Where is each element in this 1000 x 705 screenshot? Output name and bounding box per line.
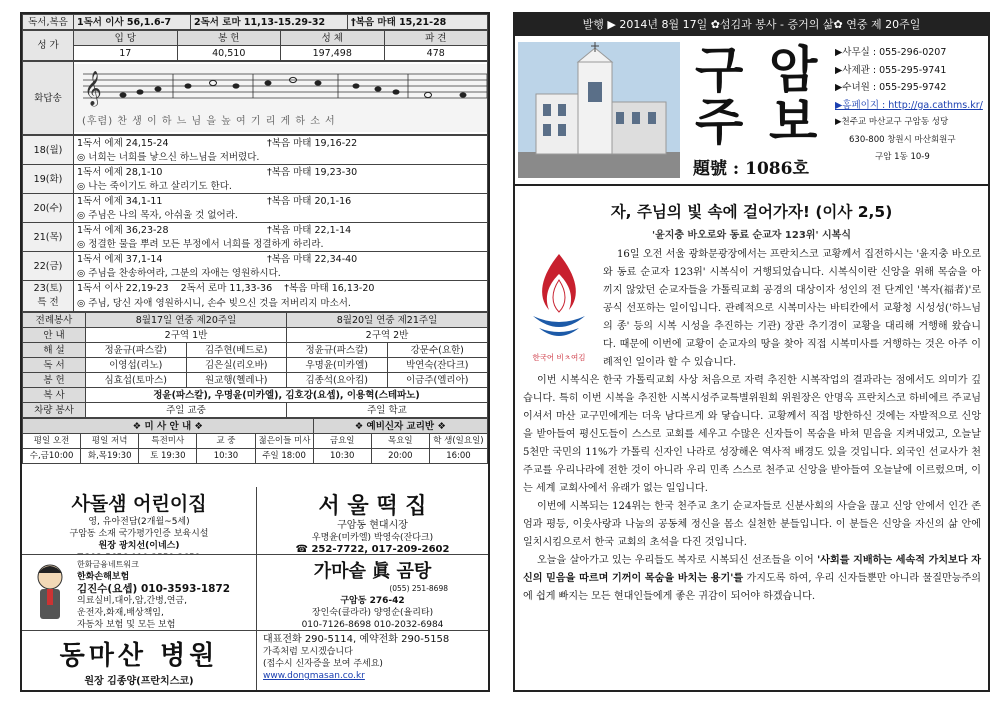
duty-cell: 정윤규(파스칼) (287, 343, 388, 358)
reading-2: 2독서 로마 11,13-15.29-32 (191, 15, 348, 30)
day-readings (74, 223, 488, 238)
ad-line: 구암동 276-42 (340, 596, 405, 606)
mass-time: 토 19:30 (139, 449, 197, 464)
issue-label: 題號 : (693, 159, 740, 179)
title-char: 주 (695, 92, 744, 151)
mass-schedule-table (22, 418, 488, 464)
weekday-readings-table (22, 135, 488, 312)
psalm-label: 화답송 (23, 62, 74, 135)
day-verse: ◎ 너희는 너희를 낳으신 하느님을 저버렸다. (74, 150, 488, 165)
mass-head: 평일 오전 (23, 434, 81, 449)
duty-row-label: 안 내 (23, 328, 86, 343)
day-label: 19(화) (23, 165, 74, 194)
hospital-link[interactable]: www.dongmasan.co.kr (263, 671, 365, 681)
ad-daycare (22, 487, 257, 555)
day-label: 21(목) (23, 223, 74, 252)
ad-gomtang (257, 555, 488, 631)
day-verse: ◎ 주님을 찬송하여라, 그분의 자애는 영원하시다. (74, 266, 488, 281)
mass-time: 10:30 (313, 449, 371, 464)
ad-hospital-title: 동마산 병원 (59, 641, 219, 671)
article (515, 186, 988, 691)
ad-hospital-info (257, 631, 488, 692)
car-duty-label: 차량 봉사 (23, 403, 86, 418)
ad-line: 운전자,화재,배상책임, (77, 608, 164, 618)
ad-line: 가족처럼 모시겠습니다 (263, 647, 353, 657)
title-char: 암 (769, 40, 818, 99)
title-logo (687, 42, 833, 178)
hymn-col-entrance: 입 당 (74, 31, 178, 46)
mass-schedule-title: ❖ 미 사 안 내 ❖ (23, 419, 314, 434)
day-gospel: †복음 마태 22,1-14 (267, 224, 352, 236)
article-paragraph (523, 552, 981, 606)
duty-cell: 이영섭(리노) (86, 358, 187, 373)
contact-line: 630-800 창원시 마산회원구 (849, 134, 956, 145)
duty-sunday-1: 8월17일 연중 제20주일 (86, 313, 287, 328)
ad-daycare-title: 사돌샘 어린이집 (71, 493, 207, 515)
psalm-table (22, 61, 488, 135)
article-paragraph: 16일 오전 서울 광화문광장에서는 프란치스코 교황께서 집전하시는 '윤지충 바오로와 동료 순교자 123위' 시복식이 거행되었습니다. 시복식이란 신앙을 위해 목숨을 아끼지 않았던 순교자들을 가톨릭교회 공경의 대상이자 성인의 전 단계인 '복자(福者)'로 공식 선포하는 일이입니다. 관례적으로 시복미사는 바티칸에서 교황청 시성성('하느님의 종' 등의 시복 시성을 추진하는 기관) 장관 추기경이 교황을 대리해 거행해 왔습니다. 때문에 이번에 교황이 순교자의 땅을 찾아 직접 시복미사를 거행하는 것은 아주 이례적인 일이라 할 수 있습니다. (603, 249, 981, 368)
duty-row-label: 봉 헌 (23, 373, 86, 388)
duty-sunday-2: 8월20일 연중 제21주일 (287, 313, 488, 328)
day23-verse: ◎ 주님, 당신 자애 영원하시니, 손수 빚으신 것을 저버리지 마소서. (74, 296, 488, 312)
day-readings (74, 194, 488, 209)
psalm-score (74, 64, 487, 132)
mass-time: 16:00 (429, 449, 487, 464)
ad-line: 자동차 보험 및 모든 보험 (77, 620, 176, 630)
hymns-table (22, 30, 488, 61)
ad-line: 의료실비,대아,암,간병,연금, (77, 596, 187, 606)
hymn-col-communion: 성 체 (281, 31, 385, 46)
day-reading-1: 1독서 에제 24,15-24 (77, 137, 169, 149)
duty-cell: 2구역 1반 (86, 328, 287, 343)
ad-line: (접수시 신자증을 보여 주세요) (263, 659, 383, 669)
ad-line: 원장 김종양(프란치스코) (84, 676, 194, 687)
ad-line: 010-7126-8698 010-2032-6984 (301, 620, 444, 630)
hymn-col-recessional: 파 견 (384, 31, 488, 46)
day23-sub: 특 전 (37, 297, 59, 308)
ad-line: (055) 251-8698 (389, 584, 448, 593)
ad-ricecake-title: 서 울 떡 집 (318, 493, 427, 519)
hymn-val-offertory: 40,510 (177, 46, 281, 61)
day-verse: ◎ 정결한 물을 뿌려 모든 부정에서 너희를 정결하게 하리라. (74, 237, 488, 252)
contact-line: ▶사제관 : 055-295-9741 (835, 64, 947, 76)
day-label: 20(수) (23, 194, 74, 223)
agent-caricature-icon (28, 561, 72, 625)
liturgy-duty-table (22, 312, 488, 418)
day-verse: ◎ 주님은 나의 목자, 아쉬울 것 없어라. (74, 208, 488, 223)
duty-cell: 우명윤(미카엘) (287, 358, 388, 373)
duty-cell: 김은실(리오바) (186, 358, 287, 373)
car-duty-2: 주일 학교 (287, 403, 488, 418)
ad-insurance (22, 555, 257, 631)
duty-label: 전례봉사 (23, 313, 86, 328)
day-readings (74, 165, 488, 180)
article-emphasis: '사회를 지배하는 세속적 가치보다 자신의 믿음을 따르며 기꺼이 목숨을 바치는 용기'를 (523, 555, 981, 584)
contact-line: ▶수녀원 : 055-295-9742 (835, 82, 947, 93)
advertisements (22, 487, 488, 692)
mass-head: 평일 저녁 (81, 434, 139, 449)
psalm-lyrics: (후렴) 찬 생 이 하 느 님 을 높 여 기 리 게 하 소 서 (82, 116, 336, 127)
catechumen-title: ❖ 예비신자 교리반 ❖ (313, 419, 487, 434)
title-char: 구 (695, 40, 744, 99)
article-subhead: '윤지충 바오로와 동료 순교자 123위' 시복식 (652, 230, 851, 241)
ad-line: 한화손해보험 (77, 572, 130, 582)
duty-cell: 김주현(베드로) (186, 343, 287, 358)
duty-cell: 김종석(요아킴) (287, 373, 388, 388)
reading-gospel: †복음 마태 15,21-28 (348, 15, 488, 30)
mass-time: 수,금10:00 (23, 449, 81, 464)
hymn-val-communion: 197,498 (281, 46, 385, 61)
bulletin-right-page (513, 12, 990, 692)
article-paragraph: 이번 시복식은 한국 가톨릭교회 사상 처음으로 자력 추진한 시복작업의 결과라는 점에서도 의미가 깊습니다. 특히 이번 시복을 추진한 시복시성주교특별위원회 위원장은 안명옥 프란치스코 하비에르 주교님이셔서 마산 교구민에게는 더욱 남다르게 와 닿습니다. 교황께서 직접 방한하신 것에는 자발적으로 신앙을 받아들여 평신도들이 스스로 교회를 세우고 수많은 신자들이 목숨을 바쳐 믿음을 지켜내었고, 오늘날 5천만 국민의 11%가 가톨릭 신자인 나라로 성장해온 역사적 배경도 있을 것입니다. 외국인 선교사가 천주교를 우리나라에 전한 것이 아니라 우리 민족 스스로 천주교 신앙을 받아들여 오늘날에 이르렀으며, 이는 세계 교회사에서 유래가 없는 일입니다. (523, 375, 981, 494)
article-paragraph: 이번에 시복되는 124위는 한국 천주교 초기 순교자들로 신분사회의 사슬을 끊고 신앙 안에서 인간 존엄과 평등, 이웃사랑과 나눔의 공동체 정신을 몸소 실천한 분들입니다. 이 분들은 신앙을 자신의 삶 안에 일치시킴으로서 한국 교회의 초석을 다진 것입니다. (523, 501, 981, 548)
mass-head: 목요일 (371, 434, 429, 449)
duty-cell: 이금주(엘리아) (387, 373, 488, 388)
ad-line: 우명윤(미카엘) 박영숙(잔다크) (311, 533, 434, 543)
issue-banner: 발행 ▶ 2014년 8월 17일 ✿섬김과 봉사 - 증거의 삶✿ 연중 제 20주일 (515, 14, 988, 36)
duty-row-label: 해 설 (23, 343, 86, 358)
duty-cell: 원교행(헬레나) (186, 373, 287, 388)
readings-table (22, 14, 488, 30)
mass-time: 화,목19:30 (81, 449, 139, 464)
duty-cell: 정윤규(파스칼) (86, 343, 187, 358)
mass-head: 젊은이들 미사 (255, 434, 313, 449)
ad-gomtang-title: 가마솥 眞 곰탕 (313, 561, 432, 582)
beatification-emblem-icon (523, 246, 595, 362)
ad-line: 장인숙(클라라) 양영순(율리타) (311, 608, 434, 618)
hymn-col-offertory: 봉 헌 (177, 31, 281, 46)
readings-label: 독서,복음 (23, 15, 74, 30)
car-duty-1: 주일 교중 (86, 403, 287, 418)
emblem-caption: 한국어 비ㅊ여김 (532, 353, 586, 362)
masthead (515, 36, 988, 186)
bulletin-left-page (20, 12, 490, 692)
ad-line: 한화금융네트워크 (77, 560, 139, 569)
mass-head: 금요일 (313, 434, 371, 449)
contact-line: ▶사무실 : 055-296-0207 (835, 47, 947, 58)
article-text: 가지도록 하여, 우리 신자들뿐만 아니라 물질만능주의에 쉽게 빠지는 모든 현대인들에게 좋은 귀감이 되어야 하겠습니다. (523, 573, 981, 602)
ad-ricecake (257, 487, 488, 555)
duty-cell: 2구역 2반 (287, 328, 488, 343)
ad-line: 구암동 현대시장 (337, 520, 408, 531)
altar-servers: 정윤(파스칼), 우명윤(미카엘), 김호강(요셉), 이용혁(스테파노) (86, 388, 488, 403)
church-building-photo (518, 42, 680, 178)
day-label: 22(금) (23, 252, 74, 281)
issue-number: 1086호 (745, 159, 809, 179)
day-gospel: †복음 마태 19,23-30 (267, 166, 358, 178)
mass-head: 교 중 (197, 434, 255, 449)
day-label: 18(월) (23, 136, 74, 165)
hymn-val-entrance: 17 (74, 46, 178, 61)
mass-head: 특전미사 (139, 434, 197, 449)
homepage-link[interactable]: ▶홈페이지 : http://ga.cathms.kr/ (835, 99, 983, 111)
hymns-label: 성 가 (23, 31, 74, 61)
duty-cell: 강문수(요한) (387, 343, 488, 358)
ad-hospital (22, 631, 257, 692)
music-staff-icon (78, 64, 488, 122)
day-verse: ◎ 나는 죽이기도 하고 살리기도 한다. (74, 179, 488, 194)
duty-cell: 심효섭(토마스) (86, 373, 187, 388)
article-text: 오늘을 살아가고 있는 우리들도 복자로 시복되신 선조들을 이어 (537, 555, 818, 566)
day-readings (74, 252, 488, 267)
day-gospel: †복음 마태 20,1-16 (267, 195, 352, 207)
duty-row-label: 독 서 (23, 358, 86, 373)
day-reading-1: 1독서 에제 37,1-14 (77, 253, 163, 265)
article-headline: 자, 주님의 빛 속에 걸어가자! (이사 2,5) (610, 203, 893, 221)
ad-line: 영, 유아전담(2개월~5세) (88, 517, 190, 527)
ad-line: 원장 광치선(이네스) (98, 541, 180, 551)
reading-1: 1독서 이사 56,1.6-7 (74, 15, 191, 30)
day23-label: 23(토) (33, 283, 63, 294)
duty-cell: 박연숙(잔다크) (387, 358, 488, 373)
article-body (523, 246, 981, 606)
mass-time: 20:00 (371, 449, 429, 464)
duty-row-label: 복 사 (23, 388, 86, 403)
day-reading-1: 1독서 에제 36,23-28 (77, 224, 169, 236)
contact-line: ▶천주교 마산교구 구암동 성당 (835, 117, 949, 127)
day23-reading-2: 2독서 로마 11,33-36 (180, 283, 273, 294)
day-readings (74, 136, 488, 151)
mass-time: 주일 18:00 (255, 449, 313, 464)
title-char: 보 (769, 92, 818, 151)
ad-line: ☎ 252-7722, 017-209-2602 (295, 544, 450, 555)
svg-text:𝄞: 𝄞 (84, 71, 102, 106)
day-gospel: †복음 마태 22,34-40 (267, 253, 358, 265)
hymn-val-recessional: 478 (384, 46, 488, 61)
day23-reading-1: 1독서 이사 22,19-23 (77, 283, 169, 294)
ad-line: 김진수(요셉) 010-3593-1872 (77, 583, 231, 595)
mass-time: 10:30 (197, 449, 255, 464)
day-reading-1: 1독서 에제 34,1-11 (77, 195, 163, 207)
day23-gospel: †복음 마태 16,13-20 (284, 283, 375, 294)
day-reading-1: 1독서 에제 28,1-10 (77, 166, 163, 178)
day-gospel: †복음 마태 19,16-22 (267, 137, 358, 149)
contact-line: 구암 1동 10-9 (875, 152, 930, 162)
mass-head: 학 생(일요일) (429, 434, 487, 449)
contact-info (835, 44, 990, 167)
ad-line: 대표전화 290-5114, 예약전화 290-5158 (263, 634, 450, 645)
ad-line: 구암동 소재 국가평가인증 보육시설 (69, 529, 209, 539)
